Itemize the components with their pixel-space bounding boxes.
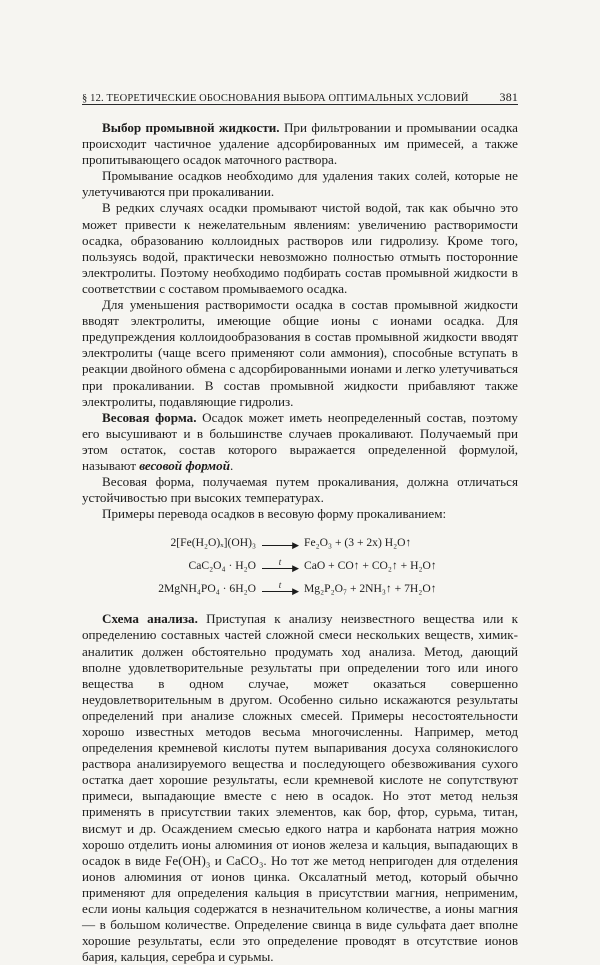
equation-rhs: CaO + CO↑ + CO₂↑ + H₂O↑ [304, 559, 437, 573]
paragraph: Весовая форма, получаемая путем прокаливания, должна отличаться устойчивостью при высоких температурах. [82, 474, 518, 506]
equation-rhs: Mg₂P₂O₇ + 2NH₃↑ + 7H₂O↑ [304, 582, 437, 596]
defined-term: весовой формой [139, 457, 230, 473]
equation [82, 574, 518, 597]
paragraph-text: . [229, 457, 234, 473]
paragraph [82, 611, 518, 965]
reaction-arrow: t ▶ [260, 583, 300, 597]
equation-lhs: 2[Fe(H₂O)ₓ](OH)₃ [170, 536, 256, 550]
paragraph [82, 410, 518, 474]
equation-rhs: Fe₂O₃ + (3 + 2x) H₂O↑ [304, 536, 412, 550]
running-header [82, 90, 518, 105]
reaction-arrow: ▶ [260, 537, 300, 551]
body-text [82, 120, 518, 965]
paragraph-text: При фильтровании и промывании осадка происходит частичное удаление адсорбированных им примесей, а также пропитывающего осадок маточного раствора. [82, 120, 518, 168]
paragraph: Примеры перевода осадков в весовую форму прокаливанием: [102, 506, 447, 522]
paragraph: В редких случаях осадки промывают чистой водой, так как обычно это может привести к нежелательным явлениям: увеличению растворимости осадка, образованию коллоидных растворов или гидролизу. Кроме того, пользуясь водой, практически невозможно полностью отмыть посторонние электролиты. Поэтому необходимо подбирать состав промывной жидкости в соответствии с составом промываемого осадка. [82, 200, 518, 296]
reaction-arrow: t ▶ [260, 560, 300, 574]
paragraph: Для уменьшения растворимости осадка в состав промывной жидкости вводят электролиты, имеющие общие ионы с ионами осадка. Для предупреждения коллоидообразования в состав промывной жидкости вводят электролиты (чаще всего применяют соли аммония), способные вступать в реакции двойного обмена с адсорбированными ионами и легко улетучиваться при прокаливании. В состав промывной жидкости прибавляют также электролиты, подавляющие гидролиз. [82, 297, 518, 409]
reaction-condition: t [278, 557, 282, 568]
paragraph: Промывание осадков необходимо для удаления таких солей, которые не улетучиваются при прокаливании. [82, 168, 518, 200]
equation-block [82, 528, 518, 597]
equation [82, 528, 518, 551]
page-number: 381 [499, 90, 518, 104]
section-heading: Весовая форма. [102, 409, 197, 425]
paragraph [82, 120, 518, 168]
equation-lhs: 2MgNH₄PO₄ · 6H₂O [158, 582, 256, 596]
running-title: § 12. ТЕОРЕТИЧЕСКИЕ ОБОСНОВАНИЯ ВЫБОРА ОПТИМАЛЬНЫХ УСЛОВИЙ [82, 93, 469, 104]
header-rule [82, 104, 518, 105]
paragraph-text: Приступая к анализу неизвестного вещества или к определению составных частей сложной смеси нескольких веществ, химик-аналитик должен обстоятельно продумать ход анализа. Метод, дающий вполне удовлетворительные результаты при определении того или иного вещества в одном случае, может оказаться совершенно неудовлетворительным в другом. Особенно сильно искажаются результаты определений при анализе сложных смесей. Примеры несостоятельности хорошо известных методов весьма многочисленны. Например, метод определения кремневой кислоты путем выпаривания досуха солянокислого раствора анализируемого вещества и последующего обезвоживания сухого остатка дает хорошие результаты, если кремневой кислоте не сопутствуют примеси, выпадающие вместе с нею в осадок. Но этот метод нельзя применять в присутствии таких элементов, как бор, фтор, сурьма, титан, висмут и др. Осаждением смесью едкого натра и карбоната натрия можно хорошо отделить ионы алюминия от ионов железа и кальция, выпадающих в осадок в виде Fe(OH)₃ и CaCO₃. Но тот же метод непригоден для отделения ионов алюминия от ионов цинка. Оксалатный метод, который обычно применяют для определения кальция в присутствии магния, неприменим, если ионы кальция содержатся в незначительном количестве, а ионы магния — в большом количестве. Определение свинца в виде сульфата дает вполне хорошие результаты, если это определение проводят в отсутствие ионов бария, кальция, серебра и сурьмы. [82, 611, 518, 965]
section-heading: Выбор промывной жидкости. [102, 120, 280, 135]
paragraph-text: Осадок может иметь неопределенный состав, поэтому его высушивают и в большинстве случаев прокаливают. Получаемый при этом остаток, состав которого выражается определенной формулой, называют [82, 409, 518, 473]
equation-lhs: CaC₂O₄ · H₂O [188, 559, 256, 573]
reaction-condition: t [278, 580, 282, 591]
equation [82, 551, 518, 574]
section-heading: Схема анализа. [102, 611, 198, 627]
